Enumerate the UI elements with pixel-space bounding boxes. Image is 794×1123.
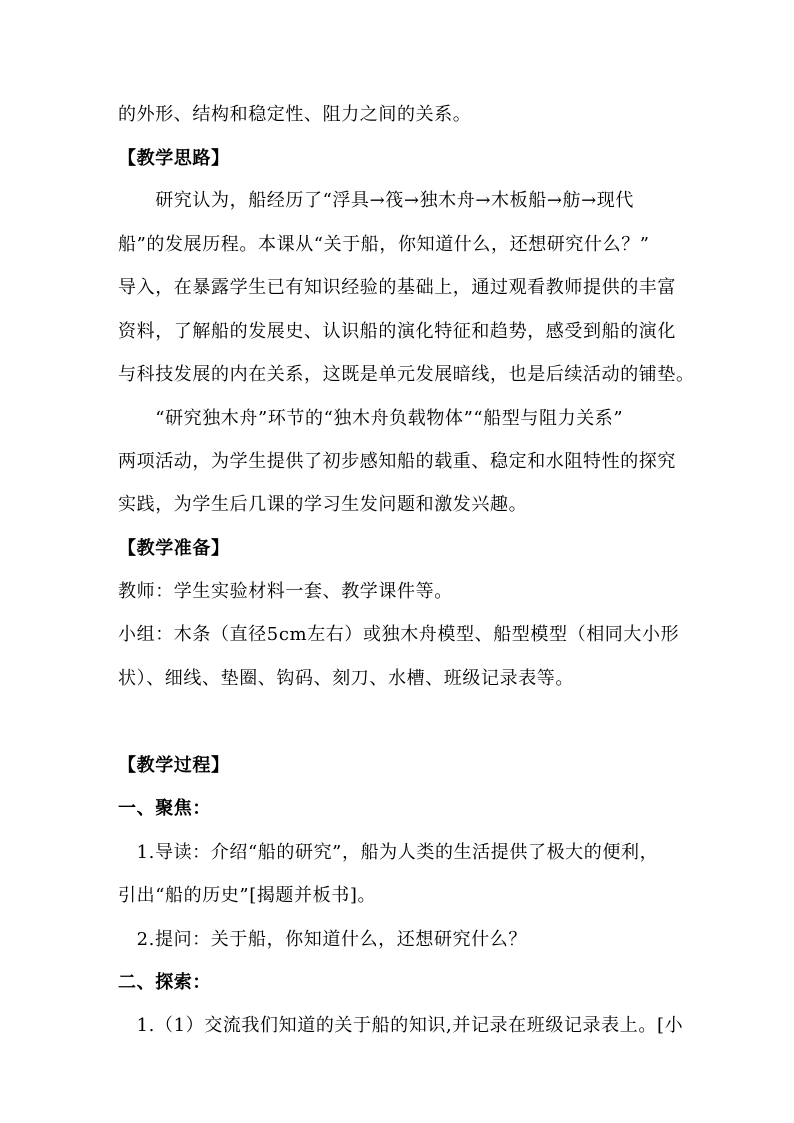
text-line: 1.（1）交流我们知道的关于船的知识,并记录在班级记录表上。[小 bbox=[118, 1015, 684, 1036]
text-line: 小组：木条（直径5cm左右）或独木舟模型、船型模型（相同大小形 bbox=[118, 624, 680, 645]
text-line: 2.提问：关于船，你知道什么，还想研究什么？ bbox=[118, 929, 527, 950]
subheading-focus: 一、聚焦： bbox=[118, 798, 211, 819]
subheading-explore: 二、探索： bbox=[118, 972, 211, 993]
text-line: 研究认为，船经历了“浮具→筏→独木舟→木板船→舫→现代 bbox=[118, 190, 635, 211]
text-line: “研究独木舟”环节的“独木舟负载物体”“船型与阻力关系” bbox=[118, 408, 624, 429]
section-heading-preparation: 【教学准备】 bbox=[118, 538, 230, 559]
text-line: 实践，为学生后几课的学习生发问题和激发兴趣。 bbox=[118, 494, 528, 515]
text-line: 与科技发展的内在关系，这既是单元发展暗线，也是后续活动的铺垫。 bbox=[118, 364, 695, 385]
text-line: 教师：学生实验材料一套、教学课件等。 bbox=[118, 581, 453, 602]
text-line: 船”的发展历程。本课从“关于船，你知道什么，还想研究什么？” bbox=[118, 234, 650, 255]
text-line: 的外形、结构和稳定性、阻力之间的关系。 bbox=[118, 104, 472, 125]
text-line: 状）、细线、垫圈、钩码、刻刀、水槽、班级记录表等。 bbox=[118, 668, 574, 689]
section-heading-teaching-approach: 【教学思路】 bbox=[118, 148, 230, 169]
text-line: 引出“船的历史”[揭题并板书]。 bbox=[118, 885, 377, 906]
text-line: 两项活动，为学生提供了初步感知船的载重、稳定和水阻特性的探究 bbox=[118, 451, 676, 472]
text-line: 导入，在暴露学生已有知识经验的基础上，通过观看教师提供的丰富 bbox=[118, 277, 676, 298]
text-line: 资料，了解船的发展史、认识船的演化特征和趋势，感受到船的演化 bbox=[118, 321, 676, 342]
section-heading-teaching-process: 【教学过程】 bbox=[118, 755, 230, 776]
text-line: 1.导读：介绍“船的研究”，船为人类的生活提供了极大的便利， bbox=[118, 842, 659, 863]
